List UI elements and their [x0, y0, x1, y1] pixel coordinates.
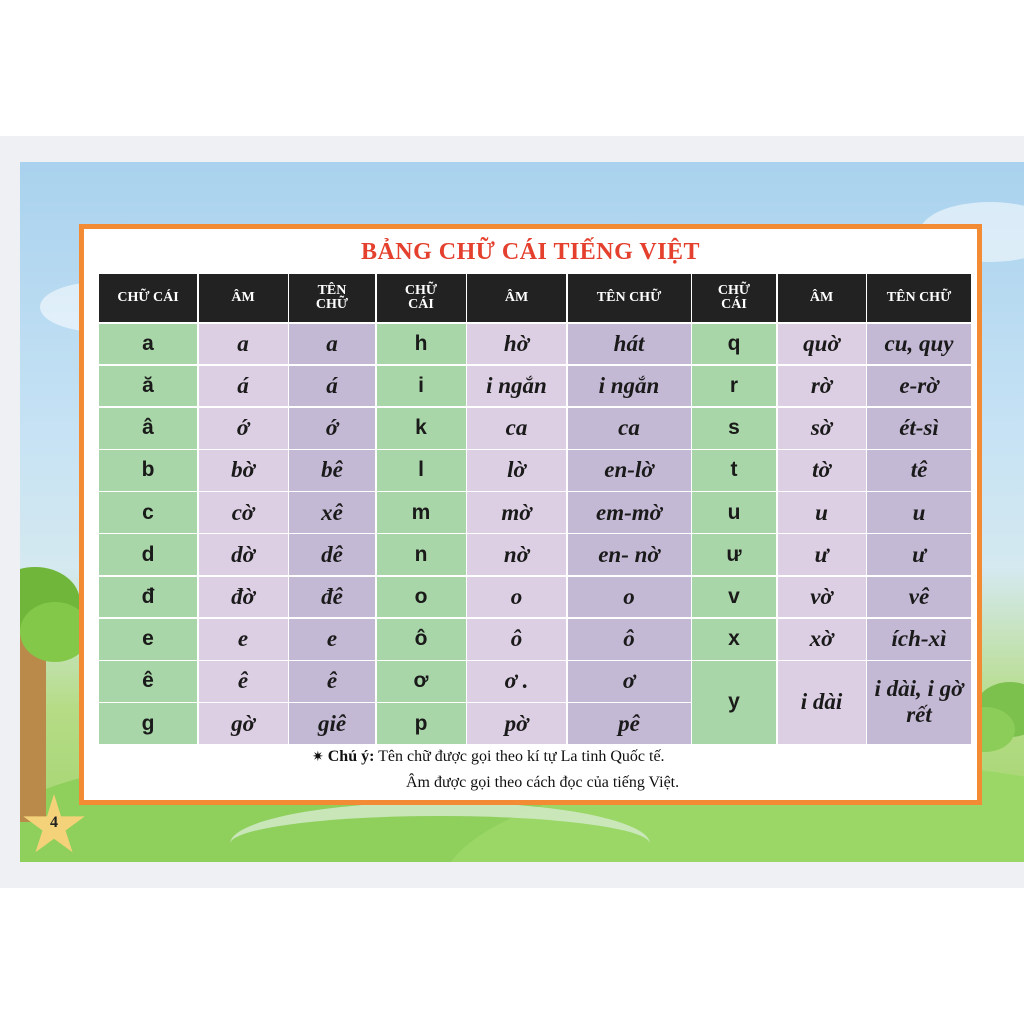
page-number: 4: [50, 814, 58, 831]
letter-name-cell: á: [289, 366, 375, 407]
note-line-1: [312, 744, 952, 770]
sound-cell: u: [778, 492, 866, 533]
sound-cell: cờ: [199, 492, 288, 533]
sound-cell: i dài: [778, 661, 866, 744]
sound-cell: ê: [199, 661, 288, 702]
sound-cell: a: [199, 324, 288, 365]
sound-cell: ớ: [199, 408, 288, 449]
letter-cell: b: [99, 450, 197, 491]
sound-cell: sờ: [778, 408, 866, 449]
sound-cell: i ngắn: [467, 366, 566, 407]
letter-cell: d: [99, 534, 197, 575]
letter-name-cell: ơ: [568, 661, 691, 702]
column-header: CHỮ CÁI: [692, 274, 776, 322]
letter-cell: o: [377, 577, 466, 618]
letter-cell: u: [692, 492, 776, 533]
letter-name-cell: ích-xì: [867, 619, 971, 660]
sound-cell: đờ: [199, 577, 288, 618]
letter-cell: s: [692, 408, 776, 449]
letter-cell: t: [692, 450, 776, 491]
letter-name-cell: ô: [568, 619, 691, 660]
letter-cell: r: [692, 366, 776, 407]
sound-cell: tờ: [778, 450, 866, 491]
column-header: TÊN CHỮ: [568, 274, 691, 322]
letter-name-cell: vê: [867, 577, 971, 618]
sound-cell: dờ: [199, 534, 288, 575]
letter-cell: c: [99, 492, 197, 533]
letter-cell: l: [377, 450, 466, 491]
letter-name-cell: i ngắn: [568, 366, 691, 407]
letter-name-cell: bê: [289, 450, 375, 491]
letter-cell: i: [377, 366, 466, 407]
sound-cell: mờ: [467, 492, 566, 533]
letter-name-cell: đê: [289, 577, 375, 618]
column-header: TÊN CHỮ: [289, 274, 375, 322]
letter-cell: p: [377, 703, 466, 744]
sound-cell: quờ: [778, 324, 866, 365]
sound-cell: lờ: [467, 450, 566, 491]
letter-cell: â: [99, 408, 197, 449]
sound-cell: ơ .: [467, 661, 566, 702]
sound-cell: á: [199, 366, 288, 407]
note-text-2: Âm được gọi theo cách đọc của tiếng Việt.: [406, 774, 680, 791]
letter-name-cell: hát: [568, 324, 691, 365]
column-header: CHỮ CÁI: [377, 274, 466, 322]
letter-cell: a: [99, 324, 197, 365]
letter-name-cell: giê: [289, 703, 375, 744]
letter-cell: ê: [99, 661, 197, 702]
sound-cell: rờ: [778, 366, 866, 407]
sound-cell: gờ: [199, 703, 288, 744]
letter-name-cell: e: [289, 619, 375, 660]
column-header: CHỮ CÁI: [99, 274, 197, 322]
sound-cell: hờ: [467, 324, 566, 365]
letter-cell: ô: [377, 619, 466, 660]
note-label: Chú ý:: [327, 748, 375, 765]
sound-cell: vờ: [778, 577, 866, 618]
letter-name-cell: ét-sì: [867, 408, 971, 449]
letter-cell: đ: [99, 577, 197, 618]
sound-cell: nờ: [467, 534, 566, 575]
letter-cell: ă: [99, 366, 197, 407]
letter-cell: m: [377, 492, 466, 533]
note-text-1: Tên chữ được gọi theo kí tự La tinh Quốc tế.: [378, 748, 665, 765]
sound-cell: e: [199, 619, 288, 660]
letter-name-cell: cu, quy: [867, 324, 971, 365]
letter-cell: x: [692, 619, 776, 660]
letter-cell: k: [377, 408, 466, 449]
alphabet-table: [99, 274, 971, 744]
column-header: ÂM: [199, 274, 288, 322]
board-title: BẢNG CHỮ CÁI TIẾNG VIỆT: [360, 239, 701, 265]
asterisk-icon: ✷: [312, 749, 324, 765]
letter-cell: g: [99, 703, 197, 744]
letter-name-cell: xê: [289, 492, 375, 533]
letter-name-cell: e-rờ: [867, 366, 971, 407]
letter-cell: y: [692, 661, 776, 744]
letter-name-cell: tê: [867, 450, 971, 491]
sound-cell: ư: [778, 534, 866, 575]
column-header: ÂM: [778, 274, 866, 322]
letter-name-cell: ca: [568, 408, 691, 449]
letter-name-cell: u: [867, 492, 971, 533]
sound-cell: ca: [467, 408, 566, 449]
letter-name-cell: ê: [289, 661, 375, 702]
letter-cell: q: [692, 324, 776, 365]
letter-name-cell: ư: [867, 534, 971, 575]
letter-name-cell: dê: [289, 534, 375, 575]
sound-cell: xờ: [778, 619, 866, 660]
column-header: ÂM: [467, 274, 566, 322]
letter-name-cell: ớ: [289, 408, 375, 449]
sound-cell: ô: [467, 619, 566, 660]
letter-name-cell: en-lờ: [568, 450, 691, 491]
letter-name-cell: o: [568, 577, 691, 618]
letter-name-cell: i dài, i gờ rết: [867, 661, 971, 744]
letter-name-cell: em-mờ: [568, 492, 691, 533]
letter-cell: n: [377, 534, 466, 575]
letter-cell: ơ: [377, 661, 466, 702]
letter-cell: ư: [692, 534, 776, 575]
column-header: TÊN CHỮ: [867, 274, 971, 322]
letter-cell: h: [377, 324, 466, 365]
note-line-2: [312, 770, 952, 796]
sound-cell: pờ: [467, 703, 566, 744]
sound-cell: o: [467, 577, 566, 618]
letter-name-cell: en- nờ: [568, 534, 691, 575]
note: [312, 744, 952, 796]
sound-cell: bờ: [199, 450, 288, 491]
letter-cell: e: [99, 619, 197, 660]
letter-name-cell: a: [289, 324, 375, 365]
letter-cell: v: [692, 577, 776, 618]
alphabet-board: [79, 224, 982, 805]
letter-name-cell: pê: [568, 703, 691, 744]
